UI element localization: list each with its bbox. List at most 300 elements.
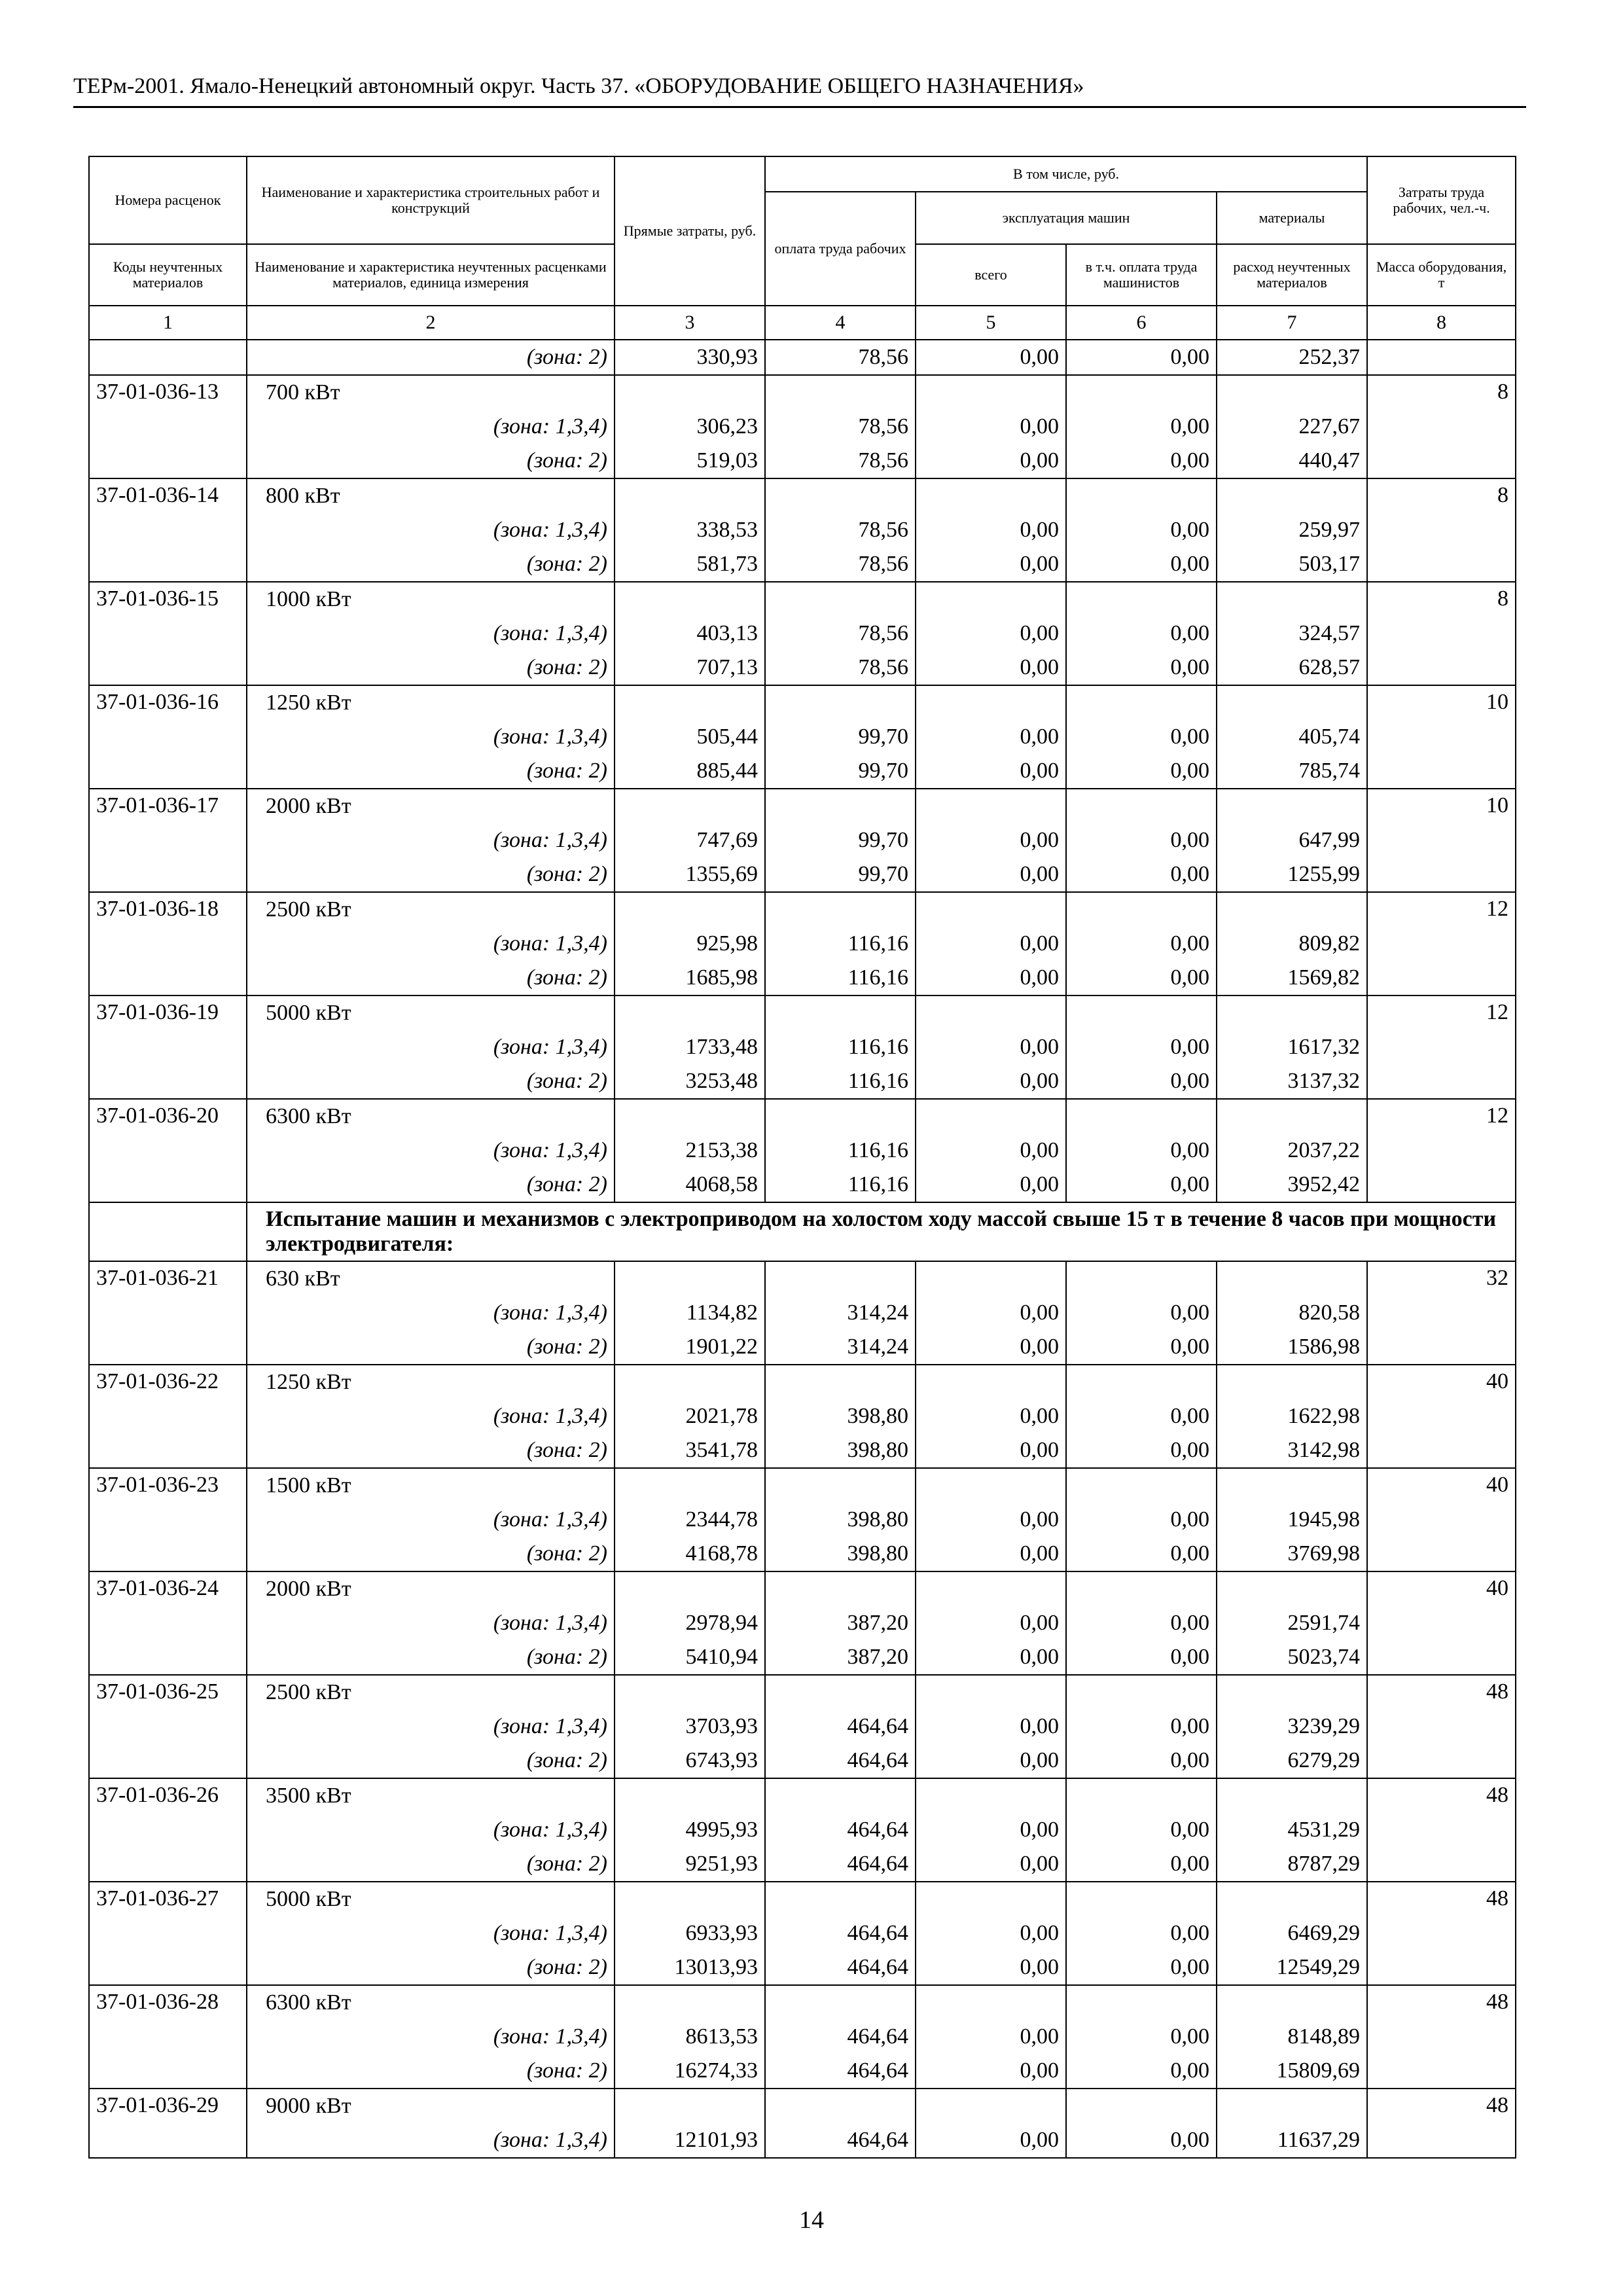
rate-row: [89, 1099, 1516, 1202]
rate-group-a: [89, 375, 1516, 1202]
machine-cost: 0,00: [1020, 1611, 1059, 1635]
col-number: 6: [1066, 306, 1217, 340]
materials-cost: 820,58: [1298, 1300, 1361, 1325]
zone-label: (зона: 2): [526, 1541, 607, 1566]
rate-row: [89, 1261, 1516, 1365]
equipment-mass: 8: [1367, 478, 1516, 582]
continued-row: [89, 340, 1516, 375]
rate-name: 1250 кВт: [266, 691, 351, 715]
materials-cost: 4531,29: [1287, 1818, 1361, 1842]
rate-name: 2000 кВт: [266, 794, 351, 818]
col-number: 3: [615, 306, 765, 340]
direct-cost: 6933,93: [685, 1921, 758, 1945]
zone-label: (зона: 2): [526, 1172, 607, 1196]
equipment-mass: 32: [1367, 1261, 1516, 1365]
labor-cost: 314,24: [847, 1335, 908, 1359]
col8-header-bottom: Масса оборудования, т: [1367, 244, 1516, 306]
direct-cost: 3541,78: [685, 1438, 758, 1462]
direct-cost: 1733,48: [685, 1035, 758, 1059]
machine-labor-cost: 0,00: [1170, 1921, 1209, 1945]
direct-cost: 4995,93: [685, 1818, 758, 1842]
rate-code: 37-01-036-14: [89, 478, 247, 582]
machine-cost: 0,00: [1020, 1404, 1059, 1428]
machine-labor-cost: 0,00: [1170, 655, 1209, 679]
machine-labor-cost: 0,00: [1170, 2024, 1209, 2049]
materials-cost: 5023,74: [1287, 1645, 1361, 1669]
page-number: 14: [799, 2206, 824, 2234]
machine-cost: 0,00: [1020, 1138, 1059, 1162]
rate-row: [89, 685, 1516, 789]
rate-code: 37-01-036-17: [89, 789, 247, 892]
col1-header: Номера расценок: [89, 156, 247, 244]
machine-labor-cost: 0,00: [1170, 1035, 1209, 1059]
section-row: [89, 1202, 1516, 1261]
materials-cost: 6279,29: [1287, 1748, 1361, 1772]
zone-label: (зона: 2): [526, 1955, 607, 1979]
machine-labor-cost: 0,00: [1170, 1069, 1209, 1093]
rate-name: 2500 кВт: [266, 1680, 351, 1704]
rate-name: 2500 кВт: [266, 897, 351, 922]
labor-cost: 464,64: [847, 1955, 908, 1979]
zone-label: (зона: 2): [526, 862, 607, 886]
equipment-mass: 48: [1367, 1675, 1516, 1778]
section-title: Испытание машин и механизмов с электроприводом на холостом ходу массой свыше 15 т в течение 8 часов при мощности электродвигателя:: [247, 1202, 1516, 1261]
col6-header: в т.ч. оплата труда машинистов: [1066, 244, 1217, 306]
zone-label: (зона: 2): [526, 552, 607, 576]
zone-label: (зона: 1,3,4): [493, 414, 607, 439]
direct-cost: 3253,48: [685, 1069, 758, 1093]
labor-cost: 398,80: [847, 1541, 908, 1566]
machine-labor-cost: 0,00: [1170, 1748, 1209, 1772]
materials-cost: 8787,29: [1287, 1852, 1361, 1876]
rate-code: 37-01-036-19: [89, 996, 247, 1099]
machine-labor-cost: 0,00: [1170, 1955, 1209, 1979]
machine-cost: 0,00: [1020, 1300, 1059, 1325]
machine-cost: 0,00: [1020, 759, 1059, 783]
zone-label: (зона: 2): [526, 1852, 607, 1876]
rate-row: [89, 375, 1516, 478]
direct-cost: 925,98: [696, 931, 758, 956]
materials-cost: 1569,82: [1287, 965, 1361, 990]
machines-header: эксплуатация машин: [916, 192, 1217, 244]
equipment-mass: 48: [1367, 2089, 1516, 2158]
equipment-mass: 12: [1367, 1099, 1516, 1202]
machine-cost: 0,00: [1020, 1714, 1059, 1738]
equipment-mass: 40: [1367, 1365, 1516, 1468]
machine-labor-cost: 0,00: [1170, 518, 1209, 542]
col-number: 1: [89, 306, 247, 340]
zone-label: (зона: 2): [526, 1645, 607, 1669]
labor-cost: 78,56: [858, 552, 908, 576]
machine-cost: 0,00: [1020, 448, 1059, 473]
rate-row: [89, 996, 1516, 1099]
materials-cost: 3239,29: [1287, 1714, 1361, 1738]
materials-cost: 1945,98: [1287, 1507, 1361, 1532]
col3-header: Прямые затраты, руб.: [615, 156, 765, 306]
machine-cost: 0,00: [1020, 965, 1059, 990]
rate-code: 37-01-036-27: [89, 1882, 247, 1985]
zone-label: (зона: 1,3,4): [493, 621, 607, 645]
materials-cost: 2037,22: [1287, 1138, 1361, 1162]
zone-label: (зона: 1,3,4): [493, 1611, 607, 1635]
direct-cost: 9251,93: [685, 1852, 758, 1876]
materials-cost: 227,67: [1298, 414, 1361, 439]
machine-labor-cost: 0,00: [1170, 1611, 1209, 1635]
machine-labor-cost: 0,00: [1170, 1300, 1209, 1325]
labor-cost: 387,20: [847, 1611, 908, 1635]
zone-label: (зона: 2): [526, 1748, 607, 1772]
column-numbers-row: [89, 306, 1516, 340]
direct-cost: 1685,98: [685, 965, 758, 990]
materials-cost: 1255,99: [1287, 862, 1361, 886]
col-number: 7: [1217, 306, 1367, 340]
machine-labor-cost: 0,00: [1170, 621, 1209, 645]
rate-row: [89, 1571, 1516, 1675]
machine-labor-cost: 0,00: [1170, 1172, 1209, 1196]
direct-cost: 3703,93: [685, 1714, 758, 1738]
zone-label: (зона: 2): [526, 965, 607, 990]
rate-row: [89, 892, 1516, 996]
rate-name: 1250 кВт: [266, 1370, 351, 1394]
machine-labor-cost: 0,00: [1170, 2128, 1209, 2152]
col-number: 8: [1367, 306, 1516, 340]
equipment-mass: 10: [1367, 685, 1516, 789]
rate-name: 2000 кВт: [266, 1577, 351, 1601]
rate-row: [89, 1675, 1516, 1778]
materials-cost: 1586,98: [1287, 1335, 1361, 1359]
zone-label: (зона: 1,3,4): [493, 1404, 607, 1428]
labor-cost: 78,56: [858, 518, 908, 542]
materials-cost: 11637,29: [1277, 2128, 1361, 2152]
machine-cost: 0,00: [1020, 1921, 1059, 1945]
equipment-mass: 40: [1367, 1468, 1516, 1571]
machine-labor-cost: 0,00: [1170, 725, 1209, 749]
materials-cost: 647,99: [1298, 828, 1361, 852]
materials-cost: 3142,98: [1287, 1438, 1361, 1462]
machine-cost: 0,00: [1020, 414, 1059, 439]
rate-code: 37-01-036-15: [89, 582, 247, 685]
rate-name: 700 кВт: [266, 380, 340, 404]
zone-label: (зона: 1,3,4): [493, 1714, 607, 1738]
zone-label: (зона: 1,3,4): [493, 1921, 607, 1945]
rate-code: 37-01-036-25: [89, 1675, 247, 1778]
machine-labor-cost: 0,00: [1170, 1852, 1209, 1876]
materials-cost: 324,57: [1298, 621, 1361, 645]
machine-cost: 0,00: [1020, 828, 1059, 852]
materials-cost: 809,82: [1298, 931, 1361, 956]
labor-cost: 78,56: [858, 414, 908, 439]
materials-cost: 3952,42: [1287, 1172, 1361, 1196]
direct-cost: 2978,94: [685, 1611, 758, 1635]
machine-labor-cost: 0,00: [1170, 552, 1209, 576]
equipment-mass: 12: [1367, 892, 1516, 996]
direct-cost: 519,03: [696, 448, 758, 473]
machine-labor-cost: 0,00: [1170, 1335, 1209, 1359]
machine-labor-cost: 0,00: [1170, 1507, 1209, 1532]
materials-header: материалы: [1217, 192, 1367, 244]
direct-cost: 707,13: [696, 655, 758, 679]
direct-cost: 1134,82: [686, 1300, 758, 1325]
labor-cost: 464,64: [847, 1921, 908, 1945]
direct-cost: 5410,94: [685, 1645, 758, 1669]
materials-cost: 1622,98: [1287, 1404, 1361, 1428]
machine-cost: 0,00: [1020, 1818, 1059, 1842]
machine-labor-cost: 0,00: [1170, 1818, 1209, 1842]
direct-cost: 338,53: [696, 518, 758, 542]
materials-cost: 252,37: [1298, 345, 1361, 369]
machine-labor-cost: 0,00: [1170, 759, 1209, 783]
zone-label: (зона: 1,3,4): [493, 1818, 607, 1842]
rate-row: [89, 582, 1516, 685]
rate-name: 1000 кВт: [266, 587, 351, 611]
labor-cost: 99,70: [858, 862, 908, 886]
machine-cost: 0,00: [1020, 1035, 1059, 1059]
direct-cost: 885,44: [696, 759, 758, 783]
zone-label: (зона: 1,3,4): [493, 828, 607, 852]
col7-header: расход неучтенных материалов: [1217, 244, 1367, 306]
rate-row: [89, 1882, 1516, 1985]
col-number: 4: [765, 306, 916, 340]
machine-cost: 0,00: [1020, 1852, 1059, 1876]
direct-cost: 4168,78: [685, 1541, 758, 1566]
zone-label: (зона: 2): [526, 2058, 607, 2083]
zone-label: (зона: 2): [526, 1069, 607, 1093]
machine-cost: 0,00: [1020, 2024, 1059, 2049]
machine-labor-cost: 0,00: [1170, 345, 1209, 369]
labor-cost: 99,70: [858, 759, 908, 783]
col2-header: Наименование и характеристика строительных работ и конструкций: [247, 156, 615, 244]
rate-code: 37-01-036-24: [89, 1571, 247, 1675]
rate-code: 37-01-036-13: [89, 375, 247, 478]
header-rule: [73, 106, 1526, 108]
machine-labor-cost: 0,00: [1170, 1541, 1209, 1566]
labor-cost: 78,56: [858, 655, 908, 679]
direct-cost: 6743,93: [685, 1748, 758, 1772]
rate-name: 6300 кВт: [266, 1990, 351, 2015]
machine-cost: 0,00: [1020, 1172, 1059, 1196]
machine-cost: 0,00: [1020, 2058, 1059, 2083]
machine-cost: 0,00: [1020, 1069, 1059, 1093]
machine-labor-cost: 0,00: [1170, 1404, 1209, 1428]
machine-labor-cost: 0,00: [1170, 1645, 1209, 1669]
col1-subheader: Коды неучтенных материалов: [89, 244, 247, 306]
machine-labor-cost: 0,00: [1170, 931, 1209, 956]
labor-cost: 99,70: [858, 725, 908, 749]
machine-labor-cost: 0,00: [1170, 1714, 1209, 1738]
machine-labor-cost: 0,00: [1170, 414, 1209, 439]
zone-label: (зона: 1,3,4): [493, 2024, 607, 2049]
rate-row: [89, 789, 1516, 892]
materials-cost: 785,74: [1298, 759, 1361, 783]
machine-labor-cost: 0,00: [1170, 862, 1209, 886]
labor-cost: 464,64: [847, 2024, 908, 2049]
zone-label: (зона: 1,3,4): [493, 1035, 607, 1059]
machine-cost: 0,00: [1020, 931, 1059, 956]
labor-cost: 398,80: [847, 1507, 908, 1532]
rate-row: [89, 1985, 1516, 2089]
materials-cost: 259,97: [1298, 518, 1361, 542]
zone-label: (зона: 2): [526, 448, 607, 473]
machine-cost: 0,00: [1020, 1541, 1059, 1566]
equipment-mass: 8: [1367, 582, 1516, 685]
zone-label: (зона: 2): [526, 345, 607, 369]
zone-label: (зона: 1,3,4): [493, 2128, 607, 2152]
labor-cost: 464,64: [847, 1748, 908, 1772]
labor-cost: 464,64: [847, 2058, 908, 2083]
machine-cost: 0,00: [1020, 1438, 1059, 1462]
direct-cost: 2153,38: [685, 1138, 758, 1162]
rate-name: 6300 кВт: [266, 1104, 351, 1128]
direct-cost: 4068,58: [685, 1172, 758, 1196]
zone-label: (зона: 1,3,4): [493, 1138, 607, 1162]
zone-label: (зона: 2): [526, 655, 607, 679]
equipment-mass: 48: [1367, 1778, 1516, 1882]
machine-labor-cost: 0,00: [1170, 828, 1209, 852]
rate-code: 37-01-036-29: [89, 2089, 247, 2158]
rate-row: [89, 2089, 1516, 2158]
equipment-mass: 10: [1367, 789, 1516, 892]
direct-cost: 12101,93: [674, 2128, 758, 2152]
labor-cost: 398,80: [847, 1438, 908, 1462]
materials-cost: 15809,69: [1276, 2058, 1361, 2083]
labor-cost: 464,64: [847, 1852, 908, 1876]
materials-cost: 3769,98: [1287, 1541, 1361, 1566]
direct-cost: 403,13: [696, 621, 758, 645]
labor-cost: 116,16: [847, 1035, 908, 1059]
machine-cost: 0,00: [1020, 345, 1059, 369]
equipment-mass: 12: [1367, 996, 1516, 1099]
col8-header-top: Затраты труда рабочих, чел.-ч.: [1367, 156, 1516, 244]
machine-cost: 0,00: [1020, 1507, 1059, 1532]
zone-label: (зона: 1,3,4): [493, 1300, 607, 1325]
direct-cost: 330,93: [696, 345, 758, 369]
materials-cost: 3137,32: [1287, 1069, 1361, 1093]
zone-label: (зона: 2): [526, 759, 607, 783]
machine-labor-cost: 0,00: [1170, 2058, 1209, 2083]
materials-cost: 12549,29: [1276, 1955, 1361, 1979]
machine-cost: 0,00: [1020, 1748, 1059, 1772]
zone-label: (зона: 1,3,4): [493, 1507, 607, 1532]
direct-cost: 306,23: [696, 414, 758, 439]
direct-cost: 16274,33: [674, 2058, 758, 2083]
direct-cost: 2021,78: [685, 1404, 758, 1428]
materials-cost: 405,74: [1298, 725, 1361, 749]
labor-cost: 78,56: [858, 345, 908, 369]
labor-cost: 398,80: [847, 1404, 908, 1428]
labor-cost: 116,16: [847, 931, 908, 956]
materials-cost: 440,47: [1298, 448, 1361, 473]
machine-cost: 0,00: [1020, 2128, 1059, 2152]
document-header: ТЕРм-2001. Ямало-Ненецкий автономный округ. Часть 37. «ОБОРУДОВАНИЕ ОБЩЕГО НАЗНАЧЕНИЯ»: [73, 74, 1084, 98]
col4-header: оплата труда рабочих: [765, 192, 916, 306]
direct-cost: 747,69: [696, 828, 758, 852]
equipment-mass: 48: [1367, 1882, 1516, 1985]
rate-code: 37-01-036-20: [89, 1099, 247, 1202]
rate-name: 5000 кВт: [266, 1001, 351, 1025]
rate-code: 37-01-036-22: [89, 1365, 247, 1468]
labor-cost: 78,56: [858, 448, 908, 473]
direct-cost: 2344,78: [685, 1507, 758, 1532]
machine-cost: 0,00: [1020, 655, 1059, 679]
rate-name: 5000 кВт: [266, 1887, 351, 1911]
materials-cost: 8148,89: [1287, 2024, 1361, 2049]
col-number: 2: [247, 306, 615, 340]
rate-name: 800 кВт: [266, 484, 340, 508]
labor-cost: 116,16: [847, 1172, 908, 1196]
rate-row: [89, 478, 1516, 582]
labor-cost: 116,16: [847, 1069, 908, 1093]
machine-labor-cost: 0,00: [1170, 448, 1209, 473]
rate-name: 1500 кВт: [266, 1473, 351, 1498]
labor-cost: 116,16: [847, 965, 908, 990]
zone-label: (зона: 1,3,4): [493, 518, 607, 542]
labor-cost: 464,64: [847, 2128, 908, 2152]
col2-subheader: Наименование и характеристика неучтенных расценками материалов, единица измерения: [247, 244, 615, 306]
materials-cost: 503,17: [1298, 552, 1361, 576]
labor-cost: 387,20: [847, 1645, 908, 1669]
labor-cost: 464,64: [847, 1714, 908, 1738]
materials-cost: 6469,29: [1287, 1921, 1361, 1945]
direct-cost: 1355,69: [685, 862, 758, 886]
direct-cost: 13013,93: [674, 1955, 758, 1979]
machine-cost: 0,00: [1020, 1335, 1059, 1359]
rate-row: [89, 1468, 1516, 1571]
rate-group-b: [89, 1261, 1516, 2158]
rate-name: 3500 кВт: [266, 1784, 351, 1808]
materials-cost: 2591,74: [1287, 1611, 1361, 1635]
equipment-mass: 40: [1367, 1571, 1516, 1675]
group-header: В том числе, руб.: [765, 156, 1367, 192]
machine-labor-cost: 0,00: [1170, 1138, 1209, 1162]
machine-cost: 0,00: [1020, 1645, 1059, 1669]
direct-cost: 8613,53: [685, 2024, 758, 2049]
zone-label: (зона: 1,3,4): [493, 725, 607, 749]
rate-row: [89, 1365, 1516, 1468]
direct-cost: 505,44: [696, 725, 758, 749]
labor-cost: 78,56: [858, 621, 908, 645]
rate-row: [89, 1778, 1516, 1882]
materials-cost: 628,57: [1298, 655, 1361, 679]
machine-labor-cost: 0,00: [1170, 1438, 1209, 1462]
rate-code: 37-01-036-28: [89, 1985, 247, 2089]
labor-cost: 464,64: [847, 1818, 908, 1842]
rate-code: 37-01-036-26: [89, 1778, 247, 1882]
labor-cost: 116,16: [847, 1138, 908, 1162]
col-number: 5: [916, 306, 1066, 340]
direct-cost: 1901,22: [685, 1335, 758, 1359]
machine-cost: 0,00: [1020, 552, 1059, 576]
rate-code: 37-01-036-16: [89, 685, 247, 789]
labor-cost: 99,70: [858, 828, 908, 852]
col5-header: всего: [916, 244, 1066, 306]
equipment-mass: 48: [1367, 1985, 1516, 2089]
machine-labor-cost: 0,00: [1170, 965, 1209, 990]
machine-cost: 0,00: [1020, 725, 1059, 749]
rate-name: 9000 кВт: [266, 2094, 351, 2118]
zone-label: (зона: 2): [526, 1438, 607, 1462]
rate-code: 37-01-036-23: [89, 1468, 247, 1571]
machine-cost: 0,00: [1020, 621, 1059, 645]
rate-code: 37-01-036-18: [89, 892, 247, 996]
machine-cost: 0,00: [1020, 862, 1059, 886]
labor-cost: 314,24: [847, 1300, 908, 1325]
direct-cost: 581,73: [696, 552, 758, 576]
rate-name: 630 кВт: [266, 1266, 340, 1291]
zone-label: (зона: 2): [526, 1335, 607, 1359]
rate-code: 37-01-036-21: [89, 1261, 247, 1365]
machine-cost: 0,00: [1020, 518, 1059, 542]
materials-cost: 1617,32: [1287, 1035, 1361, 1059]
